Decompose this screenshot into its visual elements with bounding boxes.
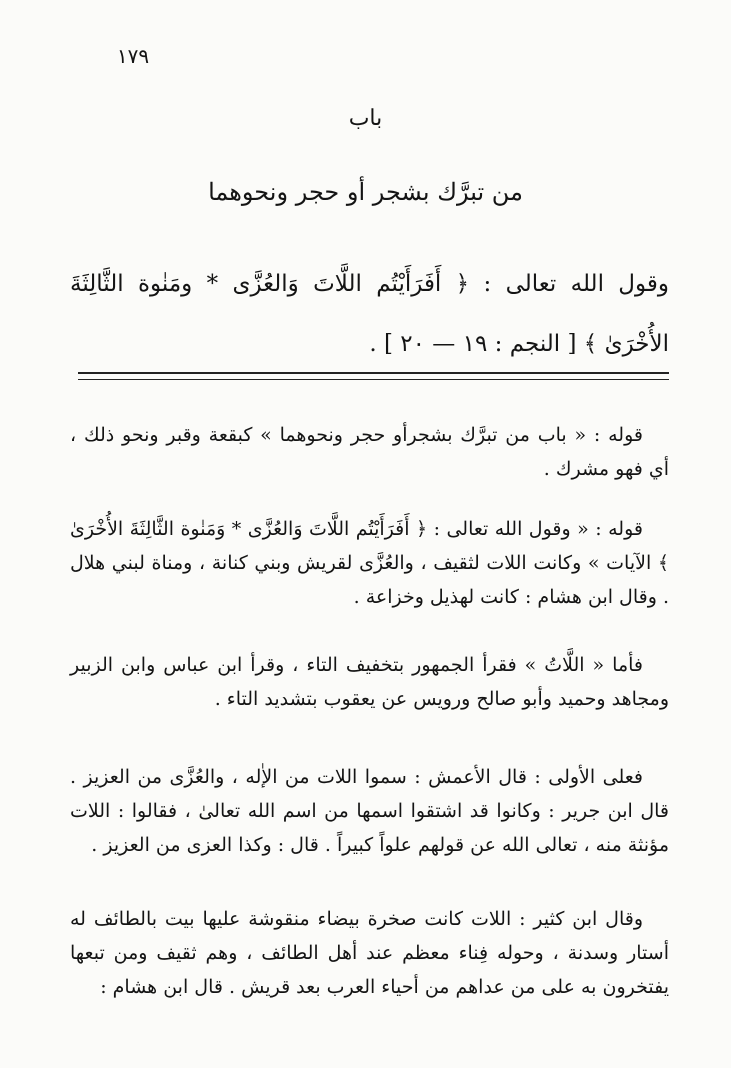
- commentary-paragraph: [70, 760, 669, 862]
- page-number: ١٧٩: [116, 44, 150, 68]
- paragraph-text: قوله : « وقول الله تعالى : ﴿ أَفَرَأَيْتُم اللَّاتَ وَالعُزَّى * وَمَنٰوة الثَّالِثَةَ الأُخْرَىٰ ﴾ الآيات » وكانت اللات لثقيف ، والعُزَّى لقريش وبني كنانة ، ومناة لبني هلال . وقال ابن هشام : كانت لهذيل وخزاعة .: [70, 518, 669, 608]
- separator-rule-thick: [78, 372, 669, 374]
- commentary-paragraph: [70, 648, 669, 716]
- quran-verse-block: [70, 254, 669, 374]
- paragraph-text: فأما « اللَّاتُ » فقرأ الجمهور بتخفيف التاء ، وقرأ ابن عباس وابن الزبير ومجاهد وحميد وأبو صالح ورويس عن يعقوب بتشديد التاء .: [70, 654, 669, 710]
- paragraph-text: قوله : « باب من تبرَّك بشجرأو حجر ونحوهما » كبقعة وقبر ونحو ذلك ، أي فهو مشرك .: [70, 424, 669, 480]
- chapter-label: باب: [348, 106, 383, 131]
- commentary-paragraph: [70, 418, 669, 486]
- paragraph-text: فعلى الأولى : قال الأعمش : سموا اللات من الإٰله ، والعُزَّى من العزيز . قال ابن جرير : وكانوا قد اشتقوا اسمها من اسم الله تعالىٰ ، فقالوا : اللات مؤنثة منه ، تعالى الله عن قولهم علواً كبيراً . قال : وكذا العزى من العزيز .: [70, 766, 669, 856]
- verse-text: وقول الله تعالى : ﴿ أَفَرَأَيْتُم اللَّاتَ وَالعُزَّى * ومَنٰوة الثَّالِثَةَ الأُخْرَىٰ ﴾ [ النجم : ١٩ — ٢٠ ] .: [70, 271, 669, 357]
- commentary-paragraph: [70, 512, 669, 614]
- commentary-paragraph: [70, 902, 669, 1004]
- chapter-title: من تبرَّك بشجر أو حجر ونحوهما: [208, 178, 523, 206]
- paragraph-text: وقال ابن كثير : اللات كانت صخرة بيضاء منقوشة عليها بيت بالطائف له أستار وسدنة ، وحوله فِناء معظم عند أهل الطائف ، وهم ثقيف ومن تبعها يفتخرون به على من عداهم من أحياء العرب بعد قريش . قال ابن هشام :: [70, 908, 669, 998]
- separator-rule-thin: [78, 379, 669, 380]
